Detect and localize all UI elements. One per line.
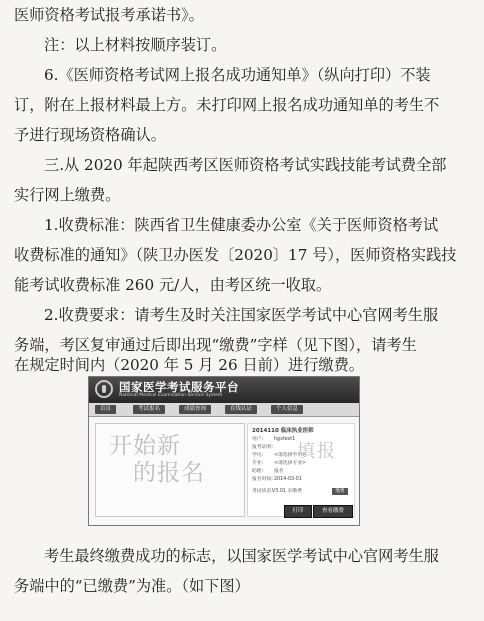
- payment-screenshot: [88, 376, 360, 526]
- info-title: 2014110 临床执业医师: [252, 428, 314, 434]
- text-line: 予进行现场资格确认。: [14, 126, 166, 144]
- screenshot-subtitle: National Medical Examination Service System: [119, 393, 223, 398]
- nav-tab-verify[interactable]: 在线认证: [225, 405, 257, 414]
- screenshot-nav: [89, 403, 359, 417]
- info-label: 考试状态:: [252, 489, 273, 494]
- nav-tab-register[interactable]: 考试报名: [133, 405, 165, 414]
- info-label: 专业:: [252, 461, 264, 466]
- info-value: 报名: [274, 469, 284, 474]
- exam-center-logo-icon: [95, 380, 113, 398]
- info-value: hgxtest1: [274, 437, 296, 442]
- info-label: 助理:: [252, 469, 264, 474]
- text-line: 6.《医师资格考试网上报名成功通知单》（纵向打印）不装: [44, 66, 431, 84]
- screenshot-header: [89, 377, 359, 403]
- info-label: 学历:: [252, 453, 264, 458]
- nav-tab-profile[interactable]: 个人信息: [271, 405, 303, 414]
- text-line: 三.从 2020 年起陕西考区医师资格考试实践技能考试费全部: [44, 156, 447, 174]
- text-line: 订，附在上报材料最上方。未打印网上报名成功通知单的考生不: [14, 96, 440, 114]
- info-label: 用户:: [252, 437, 264, 442]
- info-value: <请选择专业>: [274, 461, 307, 466]
- pay-fee-button[interactable]: 缴费: [332, 488, 348, 495]
- info-label: 报考证明:: [252, 445, 273, 450]
- text-line: 收费标准的通知》（陕卫办医发〔2020〕17 号），医师资格实践技: [14, 246, 457, 264]
- text-line: 考生最终缴费成功的标志，以国家医学考试中心官网考生服: [44, 547, 439, 565]
- info-value: 2014-03-01: [274, 477, 302, 482]
- start-new-text: 开始新: [109, 433, 181, 459]
- registration-text: 的报名: [133, 460, 205, 486]
- print-button[interactable]: 打印: [284, 505, 312, 518]
- screenshot-title: 国家医学考试服务平台: [119, 380, 239, 394]
- text-line: 能考试收费标准 260 元/人，由考区统一收取。: [14, 276, 332, 294]
- info-value: <请选择学历>: [274, 453, 307, 458]
- view-payment-button[interactable]: 查看缴费: [313, 505, 353, 518]
- text-line: 务端，考区复审通过后即出现“缴费”字样（见下图），请考生: [14, 336, 417, 354]
- text-line: 1.收费标准：陕西省卫生健康委办公室《关于医师资格考试: [44, 216, 439, 234]
- info-value: V3.01 未缴费: [272, 489, 302, 494]
- text-line: 注：以上材料按顺序装订。: [44, 36, 227, 54]
- info-label: 报名时间:: [252, 477, 273, 482]
- text-line: 实行网上缴费。: [14, 186, 121, 204]
- nav-tab-scores[interactable]: 成绩查询: [179, 405, 211, 414]
- text-line: 在规定时间内（2020 年 5 月 26 日前）进行缴费。: [14, 356, 364, 374]
- fill-stamp: 填报: [297, 441, 337, 462]
- text-line: 2.收费要求：请考生及时关注国家医学考试中心官网考生服: [44, 306, 439, 324]
- text-line: 医师资格考试报考承诺书》。: [14, 6, 204, 24]
- text-line: 务端中的“已缴费”为准。（如下图）: [14, 577, 250, 595]
- nav-tab-home[interactable]: 首页: [95, 405, 116, 414]
